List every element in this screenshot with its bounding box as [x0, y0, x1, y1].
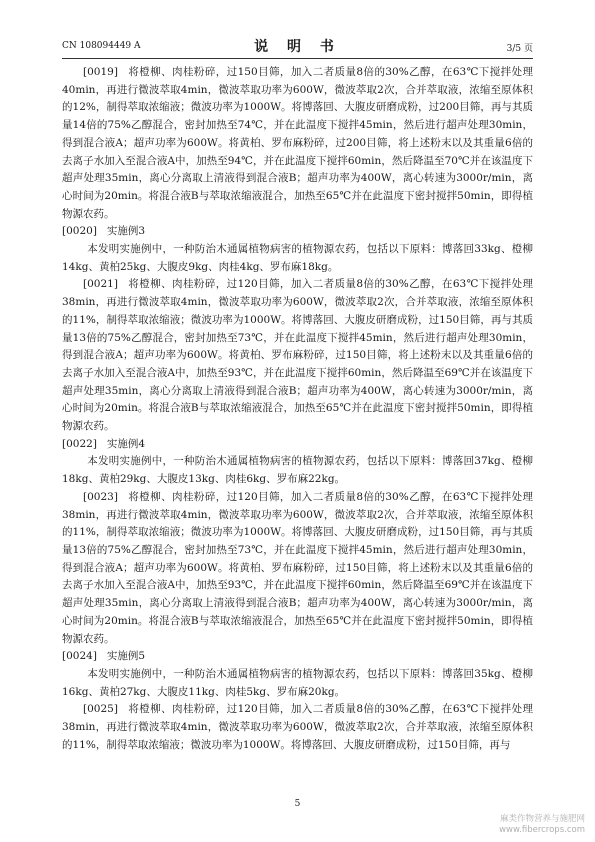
- watermark: [499, 814, 585, 836]
- paragraph-number: [0025]: [83, 703, 118, 716]
- page-indicator: 3/5 页: [506, 44, 533, 54]
- document-title: 说 明 书: [254, 39, 341, 55]
- document-body: [62, 64, 533, 754]
- paragraph-text: 实施例5: [106, 650, 146, 663]
- paragraph-text: 实施例3: [106, 225, 146, 238]
- paragraph: [62, 64, 533, 223]
- paragraph-number: [0021]: [83, 278, 118, 291]
- paragraph: [62, 666, 533, 701]
- paragraph-number: [0020]: [62, 225, 97, 238]
- paragraph-text: 实施例4: [106, 437, 146, 450]
- paragraph-text: 本发明实施例中，一种防治木通属植物病害的植物源农药，包括以下原料：博落回33kg、橙柳14kg、黄柏25kg、大腹皮9kg、肉桂4kg、罗布麻18kg。: [62, 243, 533, 273]
- paragraph-text: 本发明实施例中，一种防治木通属植物病害的植物源农药，包括以下原料：博落回35kg、橙柳16kg、黄柏27kg、大腹皮11kg、肉桂5kg、罗布麻20kg。: [62, 667, 533, 698]
- section-heading: [62, 436, 533, 454]
- paragraph: [62, 489, 533, 648]
- patent-number: CN 108094449 A: [62, 41, 141, 51]
- paragraph-number: [0019]: [83, 66, 118, 78]
- paragraph-number: [0022]: [62, 437, 97, 450]
- paragraph: [62, 276, 533, 435]
- paragraph: [62, 453, 533, 488]
- paragraph-text: 将橙柳、肉桂粉碎，过120目筛，加入二者质量8倍的30%乙醇，在63℃下搅拌处理38min，再进行微波萃取4min，微波萃取功率为600W，微波萃取2次，合并萃取液，浓缩至原体积的11%，制得萃取浓缩液；微波功率为1000W。将博落回、大腹皮研磨成粉，过150目筛，再与: [62, 703, 533, 751]
- section-heading: [62, 223, 533, 241]
- paragraph: [62, 241, 533, 276]
- paragraph-text: 本发明实施例中，一种防治木通属植物病害的植物源农药，包括以下原料：博落回37kg、橙柳18kg、黄柏29kg、大腹皮13kg、肉桂6kg、罗布麻22kg。: [62, 455, 533, 486]
- watermark-url: www.fibercrops.com: [499, 825, 585, 835]
- paragraph-number: [0023]: [83, 490, 118, 503]
- section-heading: [62, 648, 533, 666]
- watermark-site-name: 麻类作物营养与施肥网: [499, 814, 585, 824]
- page-number: 5: [294, 799, 301, 809]
- paragraph-text: 将橙柳、肉桂粉碎，过120目筛，加入二者质量8倍的30%乙醇，在63℃下搅拌处理38min，再进行微波萃取4min，微波萃取功率为600W，微波萃取2次，合并萃取液，浓缩至原体积的11%，制得萃取浓缩液；微波功率为1000W。将博落回、大腹皮研磨成粉，过150目筛，再与其质量13倍的75%乙醇混合，密封加热至73℃，并在此温度下搅拌45min，然后进行超声处理30min，得到混合液A；超声功率为600W。将黄柏、罗布麻粉碎，过150目筛，将上述粉末以及其重量6倍的去离子水加入至混合液A中，加热至93℃，并在此温度下搅拌60min，然后降温至69℃并在该温度下超声处理35min，离心分离取上清液得到混合液B；超声功率为400W，离心转速为3000r/min，离心时间为20min。将混合液B与萃取浓缩液混合，加热至65℃并在此温度下密封搅拌50min，即得植物源农药。: [62, 490, 533, 645]
- paragraph-text: 将橙柳、肉桂粉碎，过150目筛，加入二者质量8倍的30%乙醇，在63℃下搅拌处理40min，再进行微波萃取4min，微波萃取功率为600W，微波萃取2次，合并萃取液，浓缩至原体积的12%，制得萃取浓缩液；微波功率为1000W。将博落回、大腹皮研磨成粉，过200目筛，再与其质量14倍的75%乙醇混合，密封加热至74℃，并在此温度下搅拌45min，然后进行超声处理30min，得到混合液A；超声功率为600W。将黄柏、罗布麻粉碎，过200目筛，将上述粉末以及其重量6倍的去离子水加入至混合液A中，加热至94℃，并在此温度下搅拌60min，然后降温至70℃并在该温度下超声处理35min，离心分离取上清液得到混合液B；超声功率为400W，离心转速为3000r/min，离心时间为20min。将混合液B与萃取浓缩液混合，加热至65℃并在此温度下密封搅拌50min，即得植物源农药。: [62, 66, 533, 220]
- paragraph-text: 将橙柳、肉桂粉碎，过120目筛，加入二者质量8倍的30%乙醇，在63℃下搅拌处理38min，再进行微波萃取4min，微波萃取功率为600W，微波萃取2次，合并萃取液，浓缩至原体积的11%，制得萃取浓缩液；微波功率为1000W。将博落回、大腹皮研磨成粉，过150目筛，再与其质量13倍的75%乙醇混合，密封加热至73℃，并在此温度下搅拌45min，然后进行超声处理30min，得到混合液A；超声功率为600W。将黄柏、罗布麻粉碎，过150目筛，将上述粉末以及其重量6倍的去离子水加入至混合液A中，加热至93℃，并在此温度下搅拌60min，然后降温至69℃并在该温度下超声处理35min，离心分离取上清液得到混合液B；超声功率为400W，离心转速为3000r/min，离心时间为20min。将混合液B与萃取浓缩液混合，加热至65℃并在此温度下密封搅拌50min，即得植物源农药。: [62, 278, 533, 433]
- paragraph-number: [0024]: [62, 650, 97, 663]
- paragraph: [62, 701, 533, 754]
- document-header: [62, 36, 533, 59]
